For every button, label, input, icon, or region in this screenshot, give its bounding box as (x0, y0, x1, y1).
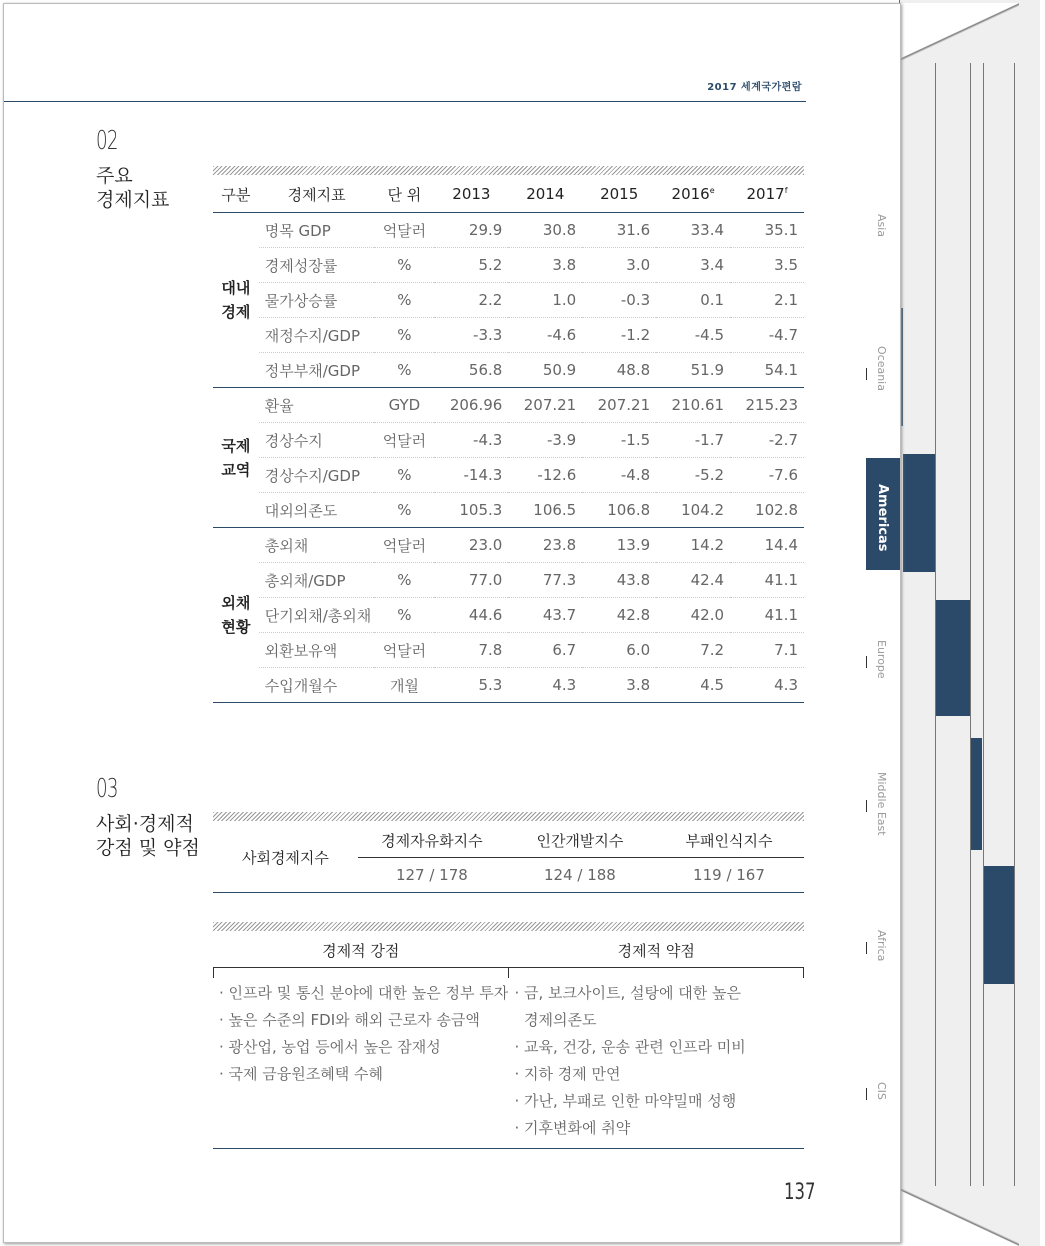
indicator-value: -0.3 (582, 283, 656, 318)
indicator-value: 1.0 (508, 283, 582, 318)
weaknesses-list (509, 968, 805, 1142)
indicator-name: 경상수지 (259, 423, 375, 458)
indicator-value: 7.8 (434, 633, 508, 668)
section-2-title-line1: 주요 (96, 165, 133, 187)
stack-edge-3 (983, 40, 984, 1210)
index-value-0: 127 / 178 (358, 858, 506, 893)
table-row (213, 353, 804, 388)
indicator-value: 105.3 (434, 493, 508, 528)
indicator-value: 56.8 (434, 353, 508, 388)
header-2017 (730, 176, 804, 213)
indicator-value: 29.9 (434, 213, 508, 248)
category-cell (213, 528, 259, 703)
section-3-number: 03 (96, 774, 118, 804)
indicator-value: 44.6 (434, 598, 508, 633)
strength-item: · 높은 수준의 FDI와 해외 근로자 송금액 (219, 1011, 480, 1029)
indicator-value: -1.7 (656, 423, 730, 458)
indicator-value: 48.8 (582, 353, 656, 388)
index-value-2: 119 / 167 (654, 858, 804, 893)
indicator-value: 206.96 (434, 388, 508, 423)
indicator-value: 31.6 (582, 213, 656, 248)
category-label: 국제 (221, 436, 251, 455)
indicator-value: 207.21 (582, 388, 656, 423)
indicator-name: 환율 (259, 388, 375, 423)
indicator-value: 3.8 (582, 668, 656, 703)
indicator-value: -3.3 (434, 318, 508, 353)
indicator-unit: 억달러 (374, 633, 434, 668)
weakness-item: 경제의존도 (514, 1011, 597, 1029)
indicator-value: 2.2 (434, 283, 508, 318)
indicator-unit: 개월 (374, 668, 434, 703)
indicator-value: -5.2 (656, 458, 730, 493)
indicator-value: -7.6 (730, 458, 804, 493)
header-2014: 2014 (508, 176, 582, 213)
indicator-name: 재정수지/GDP (259, 318, 375, 353)
stack-tab-cis (983, 866, 1014, 984)
indicator-value: -1.5 (582, 423, 656, 458)
tab-asia[interactable] (866, 214, 900, 254)
strength-item: · 광산업, 농업 등에서 높은 잠재성 (219, 1038, 441, 1056)
indicator-value: -4.6 (508, 318, 582, 353)
indicator-value: 104.2 (656, 493, 730, 528)
indicator-name: 물가상승률 (259, 283, 375, 318)
header-unit: 단 위 (374, 176, 434, 213)
indicator-value: -3.9 (508, 423, 582, 458)
indicator-value: 13.9 (582, 528, 656, 563)
indicator-value: 54.1 (730, 353, 804, 388)
tab-oceania-label: Oceania (875, 346, 888, 391)
weakness-item: · 기후변화에 취약 (514, 1119, 631, 1137)
indicator-name: 외환보유액 (259, 633, 375, 668)
indicator-value: 106.8 (582, 493, 656, 528)
indicator-value: 7.2 (656, 633, 730, 668)
indicator-name: 총외채/GDP (259, 563, 375, 598)
category-cell (213, 388, 259, 528)
table-row (213, 423, 804, 458)
stack-tab-europe (903, 454, 935, 572)
index-name-2: 부패인식지수 (654, 823, 804, 858)
indicator-unit: % (374, 458, 434, 493)
section-2-title (96, 164, 169, 212)
table-row (213, 388, 804, 423)
table-header-row (213, 176, 804, 213)
indicator-value: 35.1 (730, 213, 804, 248)
indicator-value: 33.4 (656, 213, 730, 248)
section-3-title-line1: 사회·경제적 (96, 813, 194, 835)
indicator-value: -2.7 (730, 423, 804, 458)
weakness-item: · 가난, 부패로 인한 마약밀매 성행 (514, 1092, 737, 1110)
indicator-value: 106.5 (508, 493, 582, 528)
strength-item: · 국제 금융원조혜택 수혜 (219, 1065, 383, 1083)
table-row (213, 493, 804, 528)
category-label: 교역 (221, 460, 251, 479)
indicator-unit: % (374, 353, 434, 388)
indicator-value: 7.1 (730, 633, 804, 668)
table-row (213, 633, 804, 668)
category-label: 대내 (221, 279, 251, 297)
indicator-unit: % (374, 318, 434, 353)
header-category: 구분 (213, 176, 259, 213)
tab-americas-label: Americas (875, 484, 890, 552)
header-2016 (656, 176, 730, 213)
indicator-value: 2.1 (730, 283, 804, 318)
indicator-value: -4.7 (730, 318, 804, 353)
indicator-name: 경제성장률 (259, 248, 375, 283)
tab-middle-east-label: Middle East (875, 772, 888, 836)
header-rule (4, 101, 806, 102)
strengths-title: 경제적 강점 (322, 941, 400, 960)
socioeconomic-index-table (213, 823, 804, 893)
tab-europe-label: Europe (875, 640, 888, 679)
indicator-value: 3.4 (656, 248, 730, 283)
indicator-value: 23.0 (434, 528, 508, 563)
indicator-value: 14.4 (730, 528, 804, 563)
section-3-title-line2: 강점 및 약점 (96, 837, 200, 859)
indicator-unit: % (374, 493, 434, 528)
sw-right-tick (803, 968, 804, 978)
table-row (213, 283, 804, 318)
header-2017-sup: f (784, 186, 788, 195)
indicator-unit: 억달러 (374, 213, 434, 248)
indicator-value: 41.1 (730, 563, 804, 598)
indicator-value: 4.3 (730, 668, 804, 703)
indicator-name: 총외채 (259, 528, 375, 563)
section-3-hatch (213, 812, 804, 821)
indicator-name: 명목 GDP (259, 213, 375, 248)
strength-item: · 인프라 및 통신 분야에 대한 높은 정부 투자 (219, 984, 509, 1002)
table-row (213, 213, 804, 248)
indicator-value: 5.2 (434, 248, 508, 283)
sw-mid-tick (508, 968, 509, 978)
indicator-value: 42.4 (656, 563, 730, 598)
indicator-value: 14.2 (656, 528, 730, 563)
indicator-name: 수입개월수 (259, 668, 375, 703)
header-2016-sup: e (709, 186, 715, 195)
indicator-value: -12.6 (508, 458, 582, 493)
strengths-list (213, 968, 509, 1142)
table-row (213, 528, 804, 563)
tab-cis-label: CIS (875, 1082, 888, 1100)
category-cell (213, 213, 259, 388)
weakness-item: · 교육, 건강, 운송 관련 인프라 미비 (514, 1038, 746, 1056)
weaknesses-title: 경제적 약점 (617, 941, 695, 960)
indicator-name: 단기외채/총외채 (259, 598, 375, 633)
page-number: 137 (784, 1180, 816, 1205)
header-2016-label: 2016 (671, 185, 710, 203)
indicator-value: 50.9 (508, 353, 582, 388)
indicator-value: 43.7 (508, 598, 582, 633)
indicator-value: 42.0 (656, 598, 730, 633)
table-row (213, 668, 804, 703)
indicator-value: 23.8 (508, 528, 582, 563)
indicator-value: 43.8 (582, 563, 656, 598)
tab-cis-mark (866, 1088, 867, 1100)
indicator-value: 210.61 (656, 388, 730, 423)
indicator-unit: 억달러 (374, 528, 434, 563)
indicator-value: 0.1 (656, 283, 730, 318)
tab-africa[interactable] (866, 930, 900, 970)
table-row (213, 563, 804, 598)
indicator-value: 30.8 (508, 213, 582, 248)
indicator-value: 215.23 (730, 388, 804, 423)
strengths-hatch (213, 922, 804, 931)
indicator-value: 3.0 (582, 248, 656, 283)
stack-top-edge (899, 3, 1019, 63)
economic-indicators-table (213, 176, 804, 703)
tab-cis[interactable] (866, 1082, 900, 1112)
table-row (213, 598, 804, 633)
indicator-unit: GYD (374, 388, 434, 423)
stack-edge-1 (935, 20, 936, 1230)
sw-left-tick (213, 968, 214, 978)
indicator-unit: % (374, 248, 434, 283)
section-2-hatch (213, 166, 804, 175)
tab-asia-label: Asia (875, 214, 888, 238)
book-page (3, 3, 901, 1243)
indicator-value: 3.5 (730, 248, 804, 283)
sw-header (213, 933, 804, 968)
index-name-1: 인간개발지수 (506, 823, 654, 858)
indicator-value: 77.0 (434, 563, 508, 598)
indicator-value: 4.3 (508, 668, 582, 703)
tab-europe[interactable] (866, 640, 900, 680)
table-row (213, 248, 804, 283)
section-3-title (96, 812, 200, 860)
table-row (213, 458, 804, 493)
header-2013: 2013 (434, 176, 508, 213)
indicator-value: 207.21 (508, 388, 582, 423)
indicator-value: 77.3 (508, 563, 582, 598)
stack-bottom-edge (899, 1186, 1019, 1246)
header-2015: 2015 (582, 176, 656, 213)
index-header-row (213, 823, 804, 858)
indicator-name: 정부부채/GDP (259, 353, 375, 388)
index-label: 사회경제지수 (213, 823, 358, 893)
category-label: 현황 (221, 618, 251, 636)
header-title: 2017 세계국가편람 (707, 82, 802, 93)
tab-middle-east-mark (866, 800, 867, 812)
indicator-unit: % (374, 598, 434, 633)
indicator-value: 6.0 (582, 633, 656, 668)
indicator-unit: 억달러 (374, 423, 434, 458)
section-2-number: 02 (96, 126, 118, 156)
index-value-1: 124 / 188 (506, 858, 654, 893)
stack-tab-middle-east (936, 600, 970, 716)
indicator-value: 102.8 (730, 493, 804, 528)
tab-oceania-mark (866, 368, 867, 380)
index-name-0: 경제자유화지수 (358, 823, 506, 858)
indicator-name: 경상수지/GDP (259, 458, 375, 493)
indicator-value: -4.5 (656, 318, 730, 353)
indicator-value: 3.8 (508, 248, 582, 283)
header-2017-label: 2017 (746, 185, 785, 203)
indicator-unit: % (374, 563, 434, 598)
tab-oceania[interactable] (866, 346, 900, 396)
indicator-value: -14.3 (434, 458, 508, 493)
strengths-weaknesses (213, 933, 804, 1149)
stack-tab-africa (970, 738, 982, 850)
indicator-value: -4.3 (434, 423, 508, 458)
indicator-value: 4.5 (656, 668, 730, 703)
tab-americas[interactable] (866, 458, 900, 570)
tab-middle-east[interactable] (866, 772, 900, 836)
header-indicator: 경제지표 (259, 176, 375, 213)
weakness-item: · 금, 보크사이트, 설탕에 대한 높은 (514, 984, 742, 1002)
weakness-item: · 지하 경제 만연 (514, 1065, 621, 1083)
tab-africa-mark (866, 942, 867, 954)
tab-africa-label: Africa (875, 930, 888, 962)
indicator-unit: % (374, 283, 434, 318)
table-row (213, 318, 804, 353)
category-label: 경제 (221, 303, 251, 321)
section-2-title-line2: 경제지표 (96, 189, 170, 211)
stack-edge-2 (970, 30, 971, 1220)
indicator-value: 6.7 (508, 633, 582, 668)
indicator-value: 42.8 (582, 598, 656, 633)
indicator-value: 51.9 (656, 353, 730, 388)
indicator-value: -1.2 (582, 318, 656, 353)
indicator-value: 41.1 (730, 598, 804, 633)
tab-europe-mark (866, 656, 867, 668)
category-label: 외채 (221, 594, 251, 612)
indicator-name: 대외의존도 (259, 493, 375, 528)
sw-body (213, 968, 804, 1149)
indicator-value: 5.3 (434, 668, 508, 703)
stack-edge-4 (1014, 60, 1015, 1200)
indicator-value: -4.8 (582, 458, 656, 493)
